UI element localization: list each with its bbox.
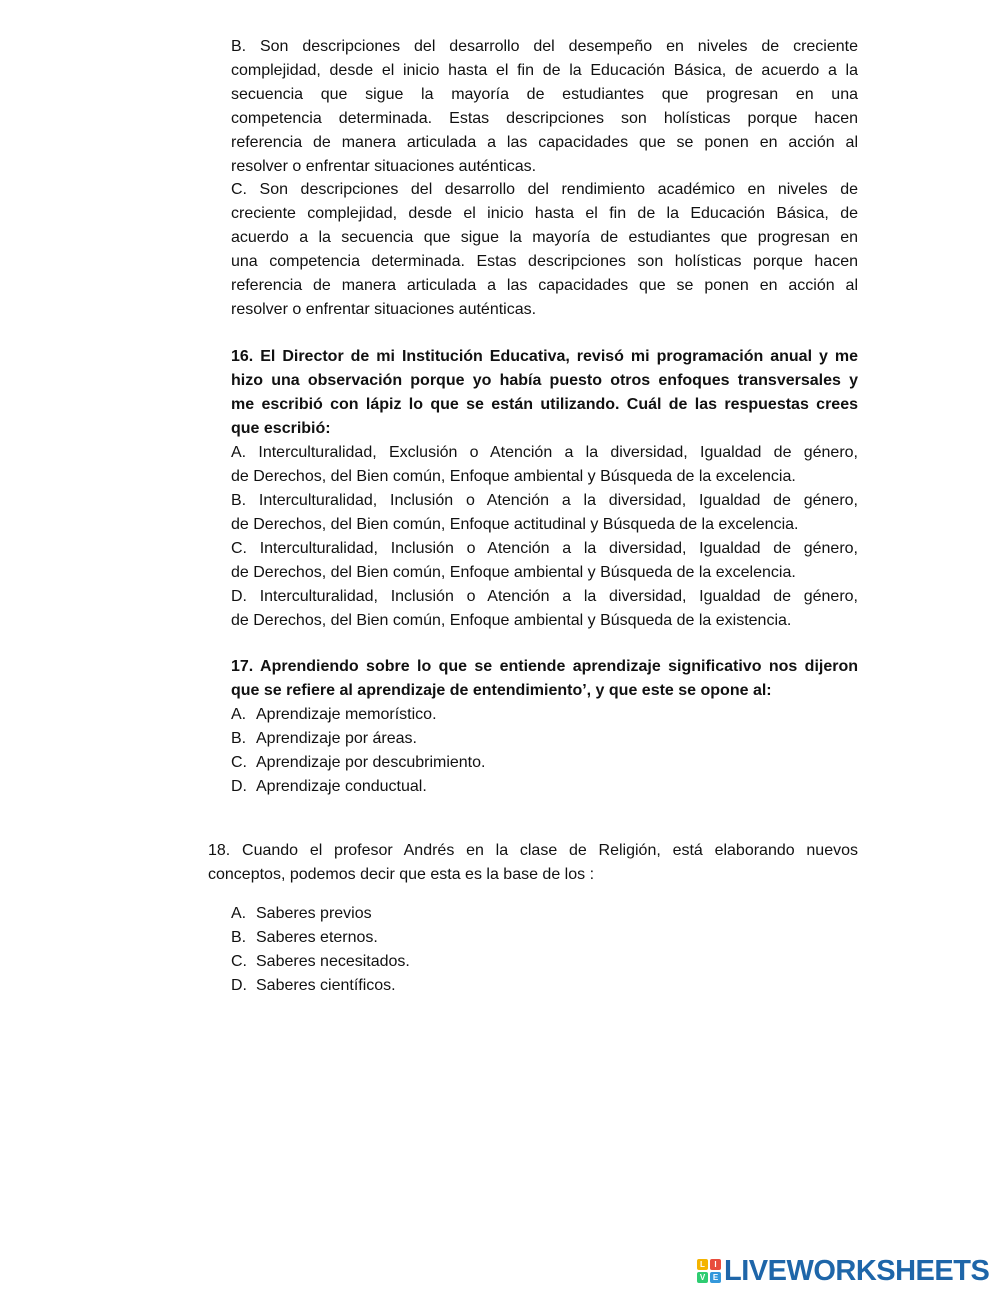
text-line: resolver o enfrentar situaciones auténticas. xyxy=(231,158,537,175)
option-letter: D. xyxy=(231,778,247,795)
text-line: que escribió: xyxy=(231,420,331,437)
q17-option-b[interactable] xyxy=(231,727,417,751)
text-line: conceptos, podemos decir que esta es la base de los : xyxy=(208,866,595,883)
text-line: D. Interculturalidad, Inclusión o Atención a la diversidad, Igualdad de género, xyxy=(231,588,858,605)
option-letter: C. xyxy=(231,953,247,970)
text-line: complejidad, desde el inicio hasta el fin de la Educación Básica, de acuerdo a la xyxy=(231,62,858,79)
option-text: Aprendizaje memorístico. xyxy=(256,706,437,723)
q16-option-b[interactable] xyxy=(231,489,858,537)
text-line: 18. Cuando el profesor Andrés en la clase de Religión, está elaborando nuevos xyxy=(208,842,858,859)
option-text: Saberes científicos. xyxy=(256,977,396,994)
text-line: que se refiere al aprendizaje de entendimiento’, y que este se opone al: xyxy=(231,682,772,699)
text-line: hizo una observación porque yo había puesto otros enfoques transversales y xyxy=(231,372,858,389)
q16-question xyxy=(231,345,858,441)
logo-text: LIVEWORKSHEETS xyxy=(724,1255,990,1287)
option-text: Aprendizaje por descubrimiento. xyxy=(256,754,486,771)
option-letter: A. xyxy=(231,706,247,723)
logo-letter: V xyxy=(697,1272,708,1283)
text-line: competencia determinada. Estas descripciones son holísticas porque hacen xyxy=(231,110,858,127)
option-text: Saberes previos xyxy=(256,905,372,922)
option-text: Saberes eternos. xyxy=(256,929,378,946)
text-line: de Derechos, del Bien común, Enfoque actitudinal y Búsqueda de la excelencia. xyxy=(231,516,799,533)
q18-option-d[interactable] xyxy=(231,974,396,998)
text-line: referencia de manera articulada a las capacidades que se ponen en acción al xyxy=(231,277,858,294)
logo-letter: L xyxy=(697,1259,708,1270)
option-text: Aprendizaje conductual. xyxy=(256,778,427,795)
option-text: Aprendizaje por áreas. xyxy=(256,730,417,747)
text-line: 17. Aprendiendo sobre lo que se entiende aprendizaje significativo nos dijeron xyxy=(231,658,858,675)
logo-letter: I xyxy=(710,1259,721,1270)
q17-option-d[interactable] xyxy=(231,775,427,799)
q16-option-a[interactable] xyxy=(231,441,858,489)
option-letter: A. xyxy=(231,905,247,922)
text-line: referencia de manera articulada a las capacidades que se ponen en acción al xyxy=(231,134,858,151)
option-letter: B. xyxy=(231,730,247,747)
q16-option-d[interactable] xyxy=(231,585,858,633)
q15-option-c xyxy=(231,178,858,322)
logo-letter: E xyxy=(710,1272,721,1283)
q18-option-a[interactable] xyxy=(231,902,372,926)
text-line: secuencia que sigue la mayoría de estudiantes que progresan en una xyxy=(231,86,858,103)
text-line: C. Interculturalidad, Inclusión o Atención a la diversidad, Igualdad de género, xyxy=(231,540,858,557)
text-line: me escribió con lápiz lo que se están utilizando. Cuál de las respuestas crees xyxy=(231,396,858,413)
text-line: resolver o enfrentar situaciones auténticas. xyxy=(231,301,537,318)
text-line: acuerdo a la secuencia que sigue la mayoría de estudiantes que progresan en xyxy=(231,229,858,246)
text-line: 16. El Director de mi Institución Educativa, revisó mi programación anual y me xyxy=(231,348,858,365)
q16-option-c[interactable] xyxy=(231,537,858,585)
q15-option-b xyxy=(231,35,858,179)
q18-option-c[interactable] xyxy=(231,950,410,974)
logo-badge-icon xyxy=(697,1259,721,1283)
q18-option-b[interactable] xyxy=(231,926,378,950)
q17-option-a[interactable] xyxy=(231,703,437,727)
text-line: A. Interculturalidad, Exclusión o Atención a la diversidad, Igualdad de género, xyxy=(231,444,858,461)
q17-option-c[interactable] xyxy=(231,751,485,775)
text-line: creciente complejidad, desde el inicio hasta el fin de la Educación Básica, de xyxy=(231,205,858,222)
liveworksheets-logo[interactable] xyxy=(697,1256,989,1286)
text-line: de Derechos, del Bien común, Enfoque ambiental y Búsqueda de la excelencia. xyxy=(231,564,796,581)
text-line: B. Interculturalidad, Inclusión o Atención a la diversidad, Igualdad de género, xyxy=(231,492,858,509)
option-letter: C. xyxy=(231,754,247,771)
option-letter: D. xyxy=(231,977,247,994)
text-line: C. Son descripciones del desarrollo del rendimiento académico en niveles de xyxy=(231,181,858,198)
text-line: de Derechos, del Bien común, Enfoque ambiental y Búsqueda de la existencia. xyxy=(231,612,792,629)
option-letter: B. xyxy=(231,929,247,946)
q17-question xyxy=(231,655,858,703)
text-line: de Derechos, del Bien común, Enfoque ambiental y Búsqueda de la excelencia. xyxy=(231,468,796,485)
option-text: Saberes necesitados. xyxy=(256,953,410,970)
text-line: una competencia determinada. Estas descripciones son holísticas porque hacen xyxy=(231,253,858,270)
q18-question xyxy=(208,839,858,887)
text-line: B. Son descripciones del desarrollo del desempeño en niveles de creciente xyxy=(231,38,858,55)
